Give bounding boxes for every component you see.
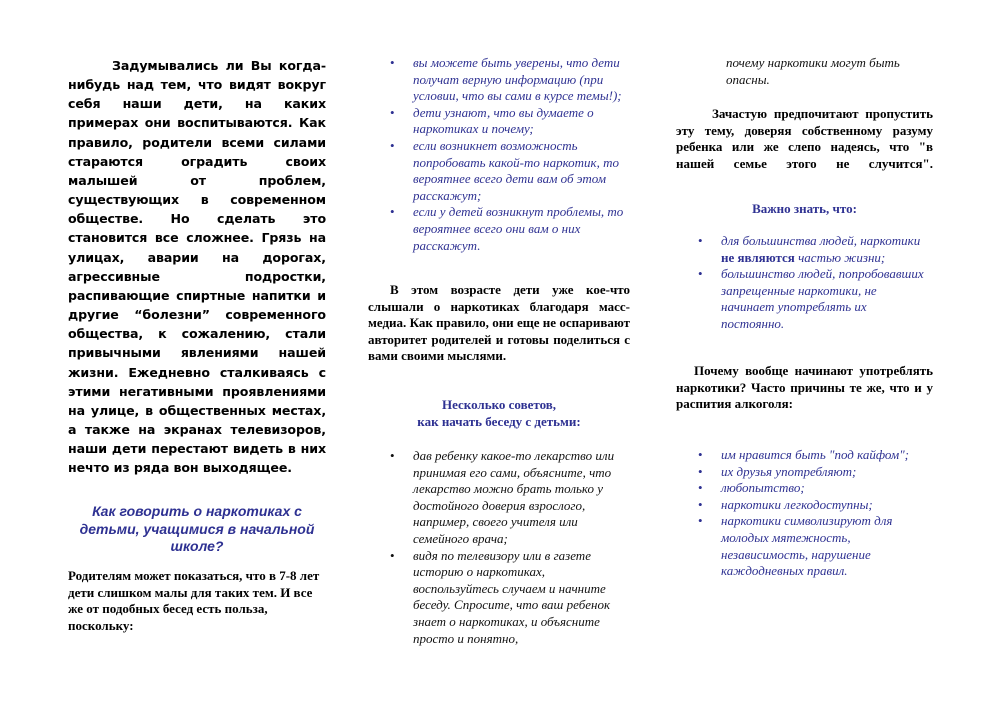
bullet-icon: •: [390, 55, 395, 70]
tips-heading: Несколько советов, как начать беседу с детьми:: [417, 397, 581, 429]
facts-list: [676, 233, 933, 333]
bullet-icon: •: [390, 448, 395, 463]
list-item: • большинство людей, попробовавших запрещенные наркотики, не начинает употреблять их постоянно.: [698, 266, 924, 331]
bullet-icon: •: [698, 480, 703, 496]
important-heading: Важно знать, что:: [752, 201, 857, 216]
often-paragraph: Зачастую предпочитают пропустить эту тему, доверяя собственному разуму ребенка или же слепо надеясь, что "в нашей семье этого не случится".: [676, 106, 933, 171]
list-item: • дав ребенку какое-то лекарство или принимая его сами, объясните, что лекарство можно брать только у достойного доверия взрослого, например, своего учителя или семейного врача;: [390, 448, 615, 546]
reasons-list: [676, 447, 933, 580]
bullet-icon: •: [698, 266, 703, 282]
intro-text: Задумывались ли Вы когда-нибудь над тем, что видят вокруг себя наши дети, на каких примерах они воспитываются. Как правило, родители всеми силами стараются оградить своих малышей от проблем, существующих в современном обществе. Но сделать это становится все сложнее. Грязь на улицах, аварии на дорогах, агрессивные подростки, распивающие спиртные напитки и другие “болезни” современного общества, к сожалению, стали привычными явлениями нашей жизни. Ежедневно сталкиваясь с этими негативными проявлениями на улице, в общественных местах, а также на экранах телевизоров, наши дети перестают видеть в них нечто из ряда вон выходящее.: [68, 58, 326, 476]
bullet-icon: •: [698, 233, 703, 248]
intro-paragraph: [68, 56, 326, 477]
list-item: • любопытство;: [698, 480, 805, 496]
bullet-icon: •: [698, 496, 703, 512]
age-paragraph: В этом возрасте дети уже кое-что слышали о наркотиках благодаря масс-медиа. Как правило, они еще не оспаривают авторитет родителей и готовы поделиться с вами своими мыслями.: [368, 282, 630, 364]
bullet-icon: •: [390, 547, 395, 563]
why-paragraph: Почему вообще начинают употреблять наркотики? Часто причины те же, что и у распития алкоголя:: [676, 363, 933, 412]
list-item: • им нравится быть "под кайфом";: [698, 447, 910, 462]
benefits-list: [368, 55, 630, 254]
bullet-icon: •: [390, 137, 395, 153]
list-item: • для большинства людей, наркотики не являются частью жизни;: [698, 233, 921, 265]
bullet-icon: •: [698, 463, 703, 479]
parents-paragraph: Родителям может показаться, что в 7-8 лет дети слишком малы для таких тем. И все же от подобных бесед есть польза, поскольку:: [68, 568, 320, 633]
tips-list: [368, 448, 630, 647]
continuation-text: почему наркотики могут быть опасны.: [726, 55, 900, 87]
list-item: • если возникнет возможность попробовать какой-то наркотик, то вероятнее всего дети вам об этом расскажут;: [390, 137, 620, 203]
bullet-icon: •: [698, 447, 703, 462]
bullet-icon: •: [698, 513, 703, 529]
bullet-icon: •: [390, 104, 395, 120]
list-item: • вы можете быть уверены, что дети получат верную информацию (при условии, что вы сами в курсе темы!);: [390, 55, 622, 104]
list-item: • наркотики символизируют для молодых мятежность, независимость, нарушение каждодневных правил.: [698, 513, 893, 579]
bullet-icon: •: [390, 204, 395, 220]
list-item: • наркотики легкодоступны;: [698, 496, 873, 512]
list-item: • видя по телевизору или в газете историю о наркотиках, воспользуйтесь случаем и начните беседу. Спросите, что ваш ребенок знает о наркотиках, и объясните просто и понятно,: [390, 547, 611, 646]
list-item: • их друзья употребляют;: [698, 463, 857, 479]
list-item: • дети узнают, что вы думаете о наркотиках и почему;: [390, 104, 594, 137]
question-heading: Как говорить о наркотиках с детьми, учащимися в начальной школе?: [79, 503, 315, 555]
list-item: • если у детей возникнут проблемы, то вероятнее всего они вам о них расскажут.: [390, 204, 624, 253]
